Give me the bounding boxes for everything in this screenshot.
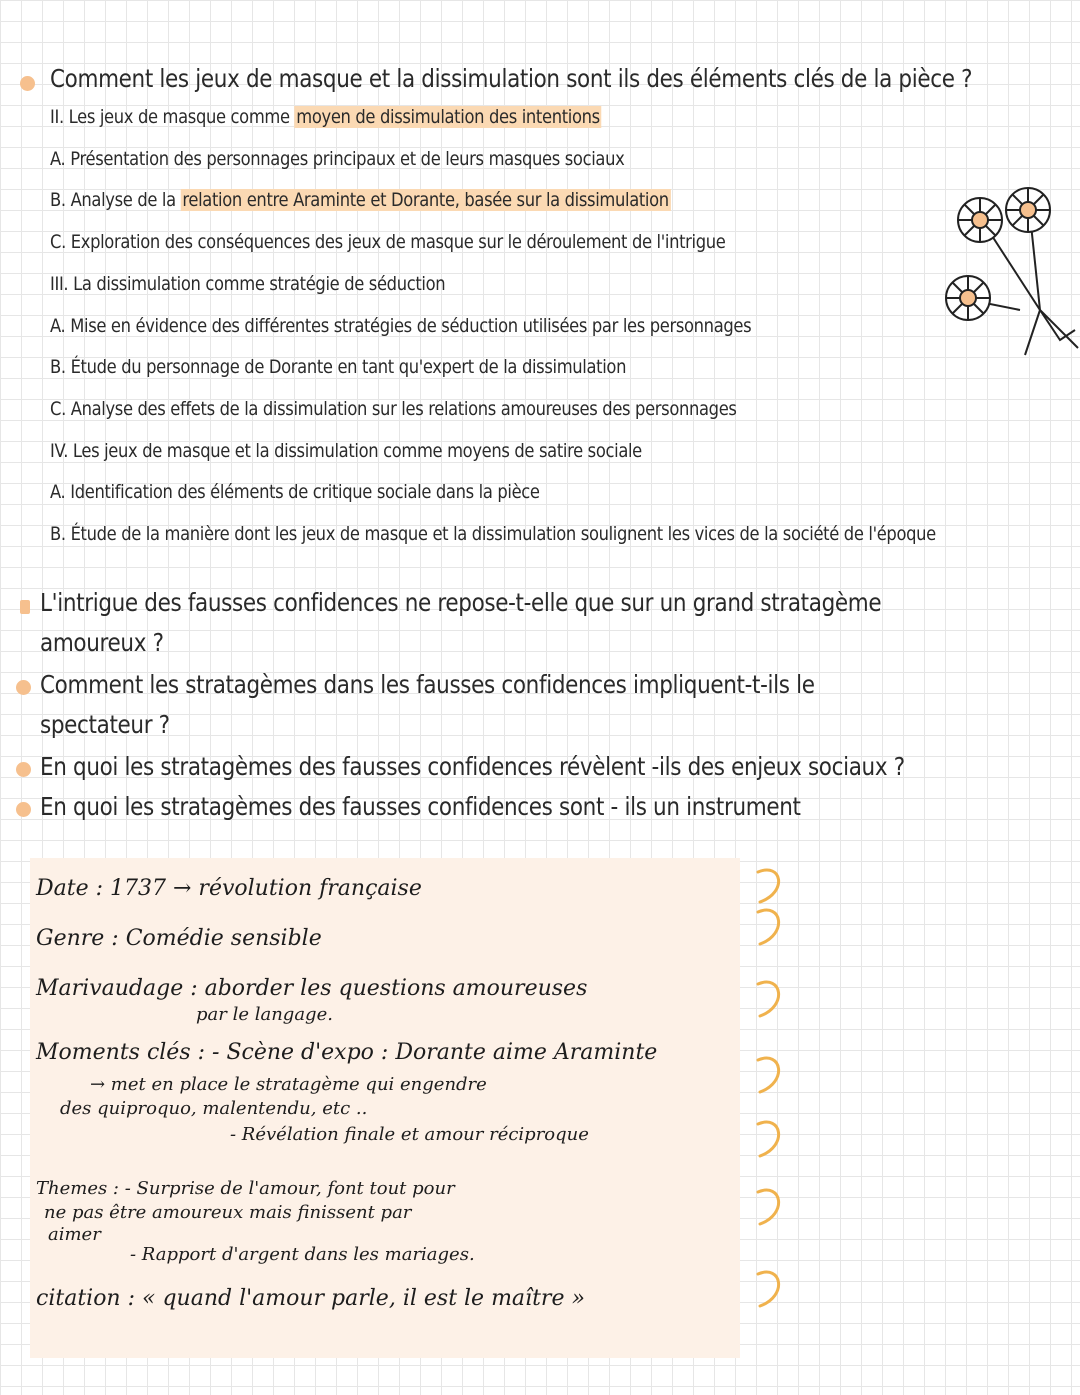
outline-item-text: B. Analyse de la xyxy=(50,189,181,212)
note-themes-4: - Rapport d'argent dans les mariages. xyxy=(130,1244,475,1265)
bullet-dot xyxy=(20,76,35,91)
bullet-dot xyxy=(20,600,30,614)
outline-item-text: A. Présentation des personnages principaux et de leurs masques sociaux xyxy=(50,147,625,170)
outline-item-highlight: relation entre Araminte et Dorante, basée sur la dissimulation xyxy=(182,189,669,212)
outline-item xyxy=(50,315,751,337)
note-moments-3: des quiproquo, malentendu, etc .. xyxy=(60,1098,368,1119)
question-4: En quoi les stratagèmes des fausses confidences sont - ils un instrument xyxy=(40,792,801,821)
bullet-dot xyxy=(16,680,31,695)
bullet-dot xyxy=(16,802,31,817)
outline-item xyxy=(50,148,624,170)
outline-item xyxy=(50,481,540,503)
outline-item-text: II. Les jeux de masque comme xyxy=(50,106,295,128)
outline-item-text: A. Identification des éléments de critique sociale dans la pièce xyxy=(50,481,540,504)
note-marivaudage-1: Marivaudage : aborder les questions amoureuses xyxy=(36,976,588,1001)
question-1-line-1: L'intrigue des fausses confidences ne repose-t-elle que sur un grand stratagème xyxy=(40,588,882,617)
outline-item xyxy=(50,440,642,462)
note-citation: citation : « quand l'amour parle, il est le maître » xyxy=(36,1286,585,1311)
question-3: En quoi les stratagèmes des fausses confidences révèlent -ils des enjeux sociaux ? xyxy=(40,752,905,781)
note-genre: Genre : Comédie sensible xyxy=(36,926,322,951)
outline-item-text: B. Étude du personnage de Dorante en tant qu'expert de la dissimulation xyxy=(50,356,627,379)
note-moments-4: - Révélation finale et amour réciproque xyxy=(230,1124,589,1145)
question-2-line-2: spectateur ? xyxy=(40,710,170,739)
outline-item xyxy=(50,356,626,378)
main-question: Comment les jeux de masque et la dissimulation sont ils des éléments clés de la pièce ? xyxy=(50,64,973,93)
outline-item xyxy=(50,523,936,545)
outline-item-text: C. Analyse des effets de la dissimulation sur les relations amoureuses des personnages xyxy=(50,397,737,420)
outline-item-text: IV. Les jeux de masque et la dissimulation comme moyens de satire sociale xyxy=(50,439,642,462)
note-themes-3: aimer xyxy=(48,1224,101,1245)
note-moments-2: → met en place le stratagème qui engendre xyxy=(90,1074,487,1095)
outline-item xyxy=(50,231,725,253)
outline-item-text: A. Mise en évidence des différentes stratégies de séduction utilisées par les personnages xyxy=(50,314,752,337)
bullet-dot xyxy=(16,762,31,777)
curl-decoration xyxy=(752,862,792,1342)
question-2-line-1: Comment les stratagèmes dans les fausses confidences impliquent-t-ils le xyxy=(40,670,815,699)
outline-item xyxy=(50,189,671,211)
question-1-line-2: amoureux ? xyxy=(40,628,164,657)
note-date: Date : 1737 → révolution française xyxy=(36,876,422,901)
outline-item-text: B. Étude de la manière dont les jeux de masque et la dissimulation soulignent les vices de la société de l'époque xyxy=(50,523,936,545)
note-moments-1: Moments clés : - Scène d'expo : Dorante aime Araminte xyxy=(36,1040,658,1065)
note-themes-2: ne pas être amoureux mais finissent par xyxy=(44,1202,412,1223)
outline-item xyxy=(50,273,445,295)
outline-item xyxy=(50,106,602,128)
note-marivaudage-2: par le langage. xyxy=(196,1004,333,1025)
outline-item xyxy=(50,398,737,420)
note-themes-1: Themes : - Surprise de l'amour, font tout pour xyxy=(36,1178,455,1199)
outline-item-text: C. Exploration des conséquences des jeux de masque sur le déroulement de l'intrigue xyxy=(50,231,726,254)
flower-drawing xyxy=(930,170,1080,360)
outline-item-text: III. La dissimulation comme stratégie de séduction xyxy=(50,272,446,295)
outline-item-highlight: moyen de dissimulation des intentions xyxy=(296,106,600,128)
